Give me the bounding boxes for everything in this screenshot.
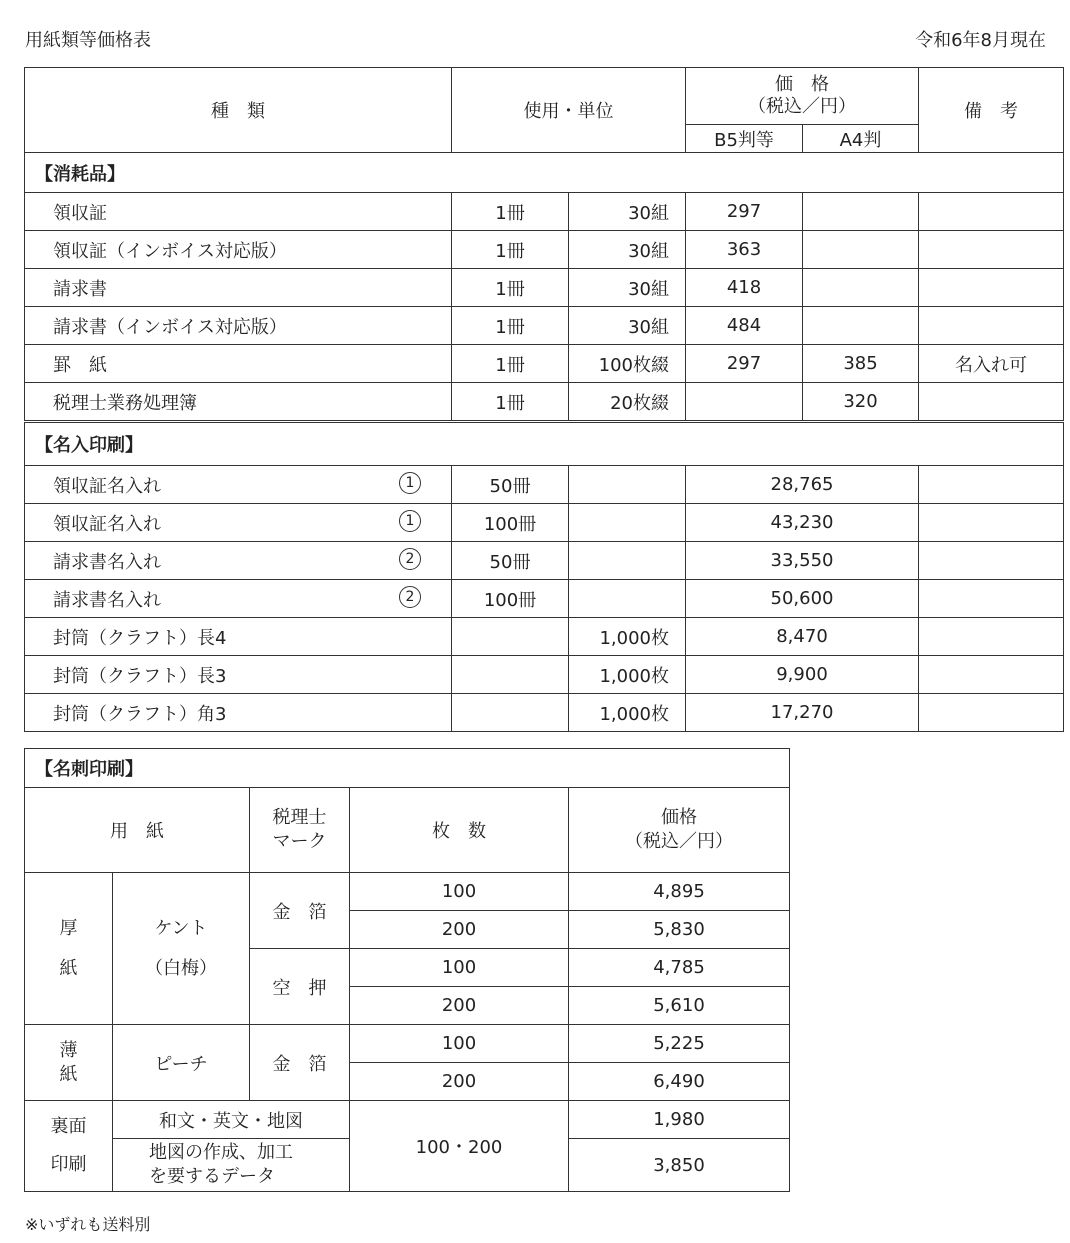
thin-char-2: 紙 xyxy=(59,1063,78,1085)
item-name: 請求書名入れ xyxy=(53,551,161,573)
back-print-label xyxy=(25,1101,113,1192)
a4-price xyxy=(803,193,919,231)
qty-cell: 100冊 xyxy=(452,504,569,542)
unit-cell: 30組 xyxy=(569,307,686,345)
unit-cell xyxy=(569,466,686,504)
b5-price: 297 xyxy=(686,345,803,383)
mark-label-1: 税理士 xyxy=(272,807,327,828)
qty-cell: 50冊 xyxy=(452,542,569,580)
section-name-print: 【名入印刷】 xyxy=(25,422,1064,466)
item-name-cell xyxy=(25,504,452,542)
gold-foil-label: 金 箔 xyxy=(250,1025,350,1101)
as-of-date: 令和6年8月現在 xyxy=(915,30,1046,51)
consumables-rows xyxy=(25,193,1064,422)
col-note-header: 備 考 xyxy=(919,68,1064,153)
item-name: 領収証 xyxy=(25,193,452,231)
item-name: 領収証名入れ xyxy=(53,475,161,497)
qty-cell: 1冊 xyxy=(452,307,569,345)
note-cell xyxy=(919,542,1064,580)
price-cell: 9,900 xyxy=(686,656,919,694)
note-cell xyxy=(919,231,1064,269)
note-cell: 名入れ可 xyxy=(919,345,1064,383)
note-cell xyxy=(919,383,1064,422)
qty-cell: 1冊 xyxy=(452,383,569,422)
consumable-row xyxy=(25,193,1064,231)
back-char-1: 裏面 xyxy=(50,1116,87,1137)
a4-price xyxy=(803,231,919,269)
back-b-line-1: 地図の作成、加工 xyxy=(149,1142,293,1163)
unit-cell: 100枚綴 xyxy=(569,345,686,383)
unit-cell xyxy=(569,504,686,542)
kent-label-1: ケント xyxy=(154,917,208,939)
unit-cell: 20枚綴 xyxy=(569,383,686,422)
peach-paper-label: ピーチ xyxy=(113,1025,250,1101)
price-table xyxy=(24,67,1064,732)
business-card-table xyxy=(24,748,790,1192)
back-price-a: 1,980 xyxy=(569,1101,790,1139)
price-cell: 4,895 xyxy=(569,873,790,911)
count-cell: 200 xyxy=(350,1063,569,1101)
price-label-2: 価格 xyxy=(661,807,697,828)
name-print-row xyxy=(25,580,1064,618)
count-cell: 100 xyxy=(350,873,569,911)
circled-number-icon: 2 xyxy=(399,586,421,608)
a4-price xyxy=(803,269,919,307)
price-cell: 5,225 xyxy=(569,1025,790,1063)
footer-note: ※いずれも送料別 xyxy=(25,1215,151,1234)
item-name-cell xyxy=(25,580,452,618)
col-count-header: 枚 数 xyxy=(350,788,569,873)
col-a4-header: A4判 xyxy=(803,125,919,153)
unit-cell: 30組 xyxy=(569,231,686,269)
item-name: 税理士業務処理簿 xyxy=(25,383,452,422)
note-cell xyxy=(919,618,1064,656)
col-price-header-2 xyxy=(569,788,790,873)
col-mark-header xyxy=(250,788,350,873)
unit-cell: 30組 xyxy=(569,193,686,231)
price-cell: 17,270 xyxy=(686,694,919,732)
b5-price: 484 xyxy=(686,307,803,345)
consumable-row xyxy=(25,307,1064,345)
item-name: 請求書名入れ xyxy=(53,589,161,611)
a4-price xyxy=(803,307,919,345)
unit-cell: 30組 xyxy=(569,269,686,307)
back-print-count: 100・200 xyxy=(350,1101,569,1192)
gold-foil-label: 金 箔 xyxy=(250,873,350,949)
unit-cell xyxy=(569,580,686,618)
item-name: 封筒（クラフト）角3 xyxy=(53,703,227,725)
qty-cell: 1冊 xyxy=(452,269,569,307)
note-cell xyxy=(919,307,1064,345)
count-cell: 200 xyxy=(350,911,569,949)
name-print-row xyxy=(25,618,1064,656)
unit-cell: 1,000枚 xyxy=(569,694,686,732)
count-cell: 100 xyxy=(350,1025,569,1063)
qty-cell xyxy=(452,694,569,732)
note-cell xyxy=(919,504,1064,542)
circled-number-icon: 1 xyxy=(399,472,421,494)
note-cell xyxy=(919,656,1064,694)
back-print-option-a: 和文・英文・地図 xyxy=(113,1101,350,1139)
back-b-line-2: を要するデータ xyxy=(149,1166,275,1187)
qty-cell: 100冊 xyxy=(452,580,569,618)
b5-price: 418 xyxy=(686,269,803,307)
consumable-row xyxy=(25,345,1064,383)
back-char-2: 印刷 xyxy=(50,1154,87,1175)
item-name-cell xyxy=(25,694,452,732)
b5-price: 363 xyxy=(686,231,803,269)
document-title: 用紙類等価格表 xyxy=(25,30,151,51)
thick-paper-label xyxy=(25,873,113,1025)
unit-cell: 1,000枚 xyxy=(569,618,686,656)
col-paper-header: 用 紙 xyxy=(25,788,250,873)
name-print-row xyxy=(25,542,1064,580)
item-name-cell xyxy=(25,466,452,504)
price-cell: 5,610 xyxy=(569,987,790,1025)
name-print-row xyxy=(25,466,1064,504)
note-cell xyxy=(919,193,1064,231)
note-cell xyxy=(919,694,1064,732)
qty-cell: 50冊 xyxy=(452,466,569,504)
consumable-row xyxy=(25,269,1064,307)
thick-char-1: 厚 xyxy=(59,917,78,939)
price-cell: 4,785 xyxy=(569,949,790,987)
section-consumables: 【消耗品】 xyxy=(25,153,1064,193)
kent-label-2: （白梅） xyxy=(145,957,217,979)
unit-cell: 1,000枚 xyxy=(569,656,686,694)
back-price-b: 3,850 xyxy=(569,1139,790,1192)
item-name: 領収証名入れ xyxy=(53,513,161,535)
item-name: 罫 紙 xyxy=(25,345,452,383)
thin-char-1: 薄 xyxy=(59,1039,78,1061)
note-cell xyxy=(919,466,1064,504)
name-print-rows xyxy=(25,466,1064,732)
item-name: 請求書 xyxy=(25,269,452,307)
col-type-header: 種 類 xyxy=(25,68,452,153)
emboss-label: 空 押 xyxy=(250,949,350,1025)
price-cell: 6,490 xyxy=(569,1063,790,1101)
thick-char-2: 紙 xyxy=(59,957,78,979)
consumable-row xyxy=(25,231,1064,269)
circled-number-icon: 1 xyxy=(399,510,421,532)
note-cell xyxy=(919,269,1064,307)
a4-price: 385 xyxy=(803,345,919,383)
back-print-option-b xyxy=(113,1139,350,1192)
name-print-row xyxy=(25,656,1064,694)
section-business-card: 【名刺印刷】 xyxy=(25,749,790,788)
qty-cell: 1冊 xyxy=(452,345,569,383)
price-cell: 5,830 xyxy=(569,911,790,949)
item-name-cell xyxy=(25,618,452,656)
qty-cell: 1冊 xyxy=(452,231,569,269)
price-sub-label: （税込／円） xyxy=(748,96,856,117)
price-cell: 43,230 xyxy=(686,504,919,542)
price-cell: 50,600 xyxy=(686,580,919,618)
unit-cell xyxy=(569,542,686,580)
col-price-header xyxy=(686,68,919,125)
thin-paper-label xyxy=(25,1025,113,1101)
price-sub-label-2: （税込／円） xyxy=(625,831,733,852)
qty-cell: 1冊 xyxy=(452,193,569,231)
col-b5-header: B5判等 xyxy=(686,125,803,153)
kent-paper-label xyxy=(113,873,250,1025)
price-cell: 8,470 xyxy=(686,618,919,656)
note-cell xyxy=(919,580,1064,618)
price-label: 価 格 xyxy=(775,74,829,95)
item-name-cell xyxy=(25,542,452,580)
item-name: 封筒（クラフト）長4 xyxy=(53,627,227,649)
price-cell: 28,765 xyxy=(686,466,919,504)
name-print-row xyxy=(25,694,1064,732)
count-cell: 200 xyxy=(350,987,569,1025)
b5-price: 297 xyxy=(686,193,803,231)
count-cell: 100 xyxy=(350,949,569,987)
item-name-cell xyxy=(25,656,452,694)
name-print-row xyxy=(25,504,1064,542)
item-name: 封筒（クラフト）長3 xyxy=(53,665,227,687)
price-cell: 33,550 xyxy=(686,542,919,580)
a4-price: 320 xyxy=(803,383,919,422)
col-unit-header: 使用・単位 xyxy=(452,68,686,153)
qty-cell xyxy=(452,618,569,656)
circled-number-icon: 2 xyxy=(399,548,421,570)
consumable-row xyxy=(25,383,1064,422)
b5-price xyxy=(686,383,803,422)
mark-label-2: マーク xyxy=(272,831,327,852)
item-name: 領収証（インボイス対応版） xyxy=(25,231,452,269)
item-name: 請求書（インボイス対応版） xyxy=(25,307,452,345)
qty-cell xyxy=(452,656,569,694)
